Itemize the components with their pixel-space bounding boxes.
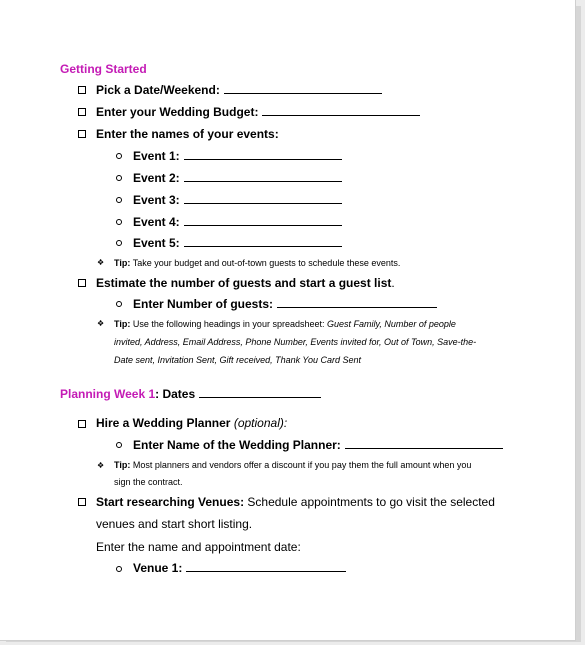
tip-spreadsheet-line3: Date sent, Invitation Sent, Gift received, Thank You Card Sent (114, 355, 361, 365)
event-3 (133, 193, 342, 207)
blank-line[interactable] (345, 438, 503, 449)
tip-label: Tip: (114, 460, 131, 470)
bullet-icon (116, 175, 122, 181)
event-label: Event 4: (133, 215, 180, 229)
item-label: Enter Number of guests: (133, 297, 274, 311)
blank-line[interactable] (262, 105, 420, 116)
bullet-icon (116, 566, 122, 572)
item-venues-line2: venues and start short listing. (96, 517, 253, 531)
event-5 (133, 236, 342, 250)
tip-discount-line2: sign the contract. (114, 477, 183, 487)
blank-line[interactable] (184, 236, 342, 247)
section-heading-planning-week (60, 387, 321, 401)
blank-line[interactable] (184, 149, 342, 160)
blank-line[interactable] (186, 561, 346, 572)
blank-line[interactable] (199, 387, 321, 398)
diamond-bullet-icon: ❖ (97, 258, 105, 267)
diamond-bullet-icon: ❖ (97, 319, 105, 328)
item-event-names: Enter the names of your events: (96, 127, 279, 141)
event-4 (133, 215, 342, 229)
bullet-icon (116, 442, 122, 448)
checkbox-icon[interactable] (78, 420, 86, 428)
checkbox-icon[interactable] (78, 130, 86, 138)
item-venue-1 (133, 561, 346, 575)
tip-label: Tip: (114, 258, 131, 268)
item-planner-name (133, 438, 503, 452)
diamond-bullet-icon: ❖ (97, 461, 105, 470)
blank-line[interactable] (277, 297, 437, 308)
item-pick-date (96, 83, 382, 97)
item-budget (96, 105, 420, 119)
checkbox-icon[interactable] (78, 498, 86, 506)
bullet-icon (116, 197, 122, 203)
item-guests (96, 276, 395, 290)
bullet-icon (116, 219, 122, 225)
item-venue-name-date: Enter the name and appointment date: (96, 540, 301, 554)
item-venues-line1 (96, 495, 495, 509)
heading-text: Planning Week 1 (60, 387, 156, 401)
event-label: Event 2: (133, 171, 180, 185)
item-label: Pick a Date/Weekend: (96, 83, 220, 97)
item-text: Schedule appointments to go visit the selected (247, 495, 495, 509)
blank-line[interactable] (184, 215, 342, 226)
item-suffix: . (391, 276, 395, 290)
section-heading-getting-started: Getting Started (60, 62, 147, 76)
item-planner (96, 416, 287, 430)
item-optional: (optional): (233, 416, 288, 430)
bullet-icon (116, 301, 122, 307)
blank-line[interactable] (224, 83, 382, 94)
event-label: Event 3: (133, 193, 180, 207)
event-label: Event 5: (133, 236, 180, 250)
checkbox-icon[interactable] (78, 279, 86, 287)
tip-text: Use the following headings in your spreadsheet: (132, 319, 325, 329)
tip-budget (114, 257, 400, 269)
event-label: Event 1: (133, 149, 180, 163)
blank-line[interactable] (184, 171, 342, 182)
item-guest-number (133, 297, 437, 311)
bullet-icon (116, 153, 122, 159)
blank-line[interactable] (184, 193, 342, 204)
checkbox-icon[interactable] (78, 86, 86, 94)
event-1 (133, 149, 342, 163)
event-2 (133, 171, 342, 185)
bullet-icon (116, 240, 122, 246)
tip-text: Take your budget and out-of-town guests to schedule these events. (132, 258, 401, 268)
tip-spreadsheet-line2: invited, Address, Email Address, Phone Number, Events invited for, Out of Town, Save-the- (114, 337, 477, 347)
item-label: Start researching Venues: (96, 495, 245, 509)
tip-text: Most planners and vendors offer a discount if you pay them the full amount when you (132, 460, 472, 470)
tip-spreadsheet-line1 (114, 318, 456, 330)
tip-italic: Guest Family, Number of people (327, 319, 456, 329)
item-label: Hire a Wedding Planner (96, 416, 231, 430)
item-label: Enter your Wedding Budget: (96, 105, 259, 119)
checkbox-icon[interactable] (78, 108, 86, 116)
item-label: Estimate the number of guests and start a guest list (96, 276, 392, 290)
item-label: Enter Name of the Wedding Planner: (133, 438, 341, 452)
heading-suffix: : Dates (155, 387, 196, 401)
tip-discount-line1 (114, 459, 471, 471)
tip-label: Tip: (114, 319, 131, 329)
item-label: Venue 1: (133, 561, 183, 575)
